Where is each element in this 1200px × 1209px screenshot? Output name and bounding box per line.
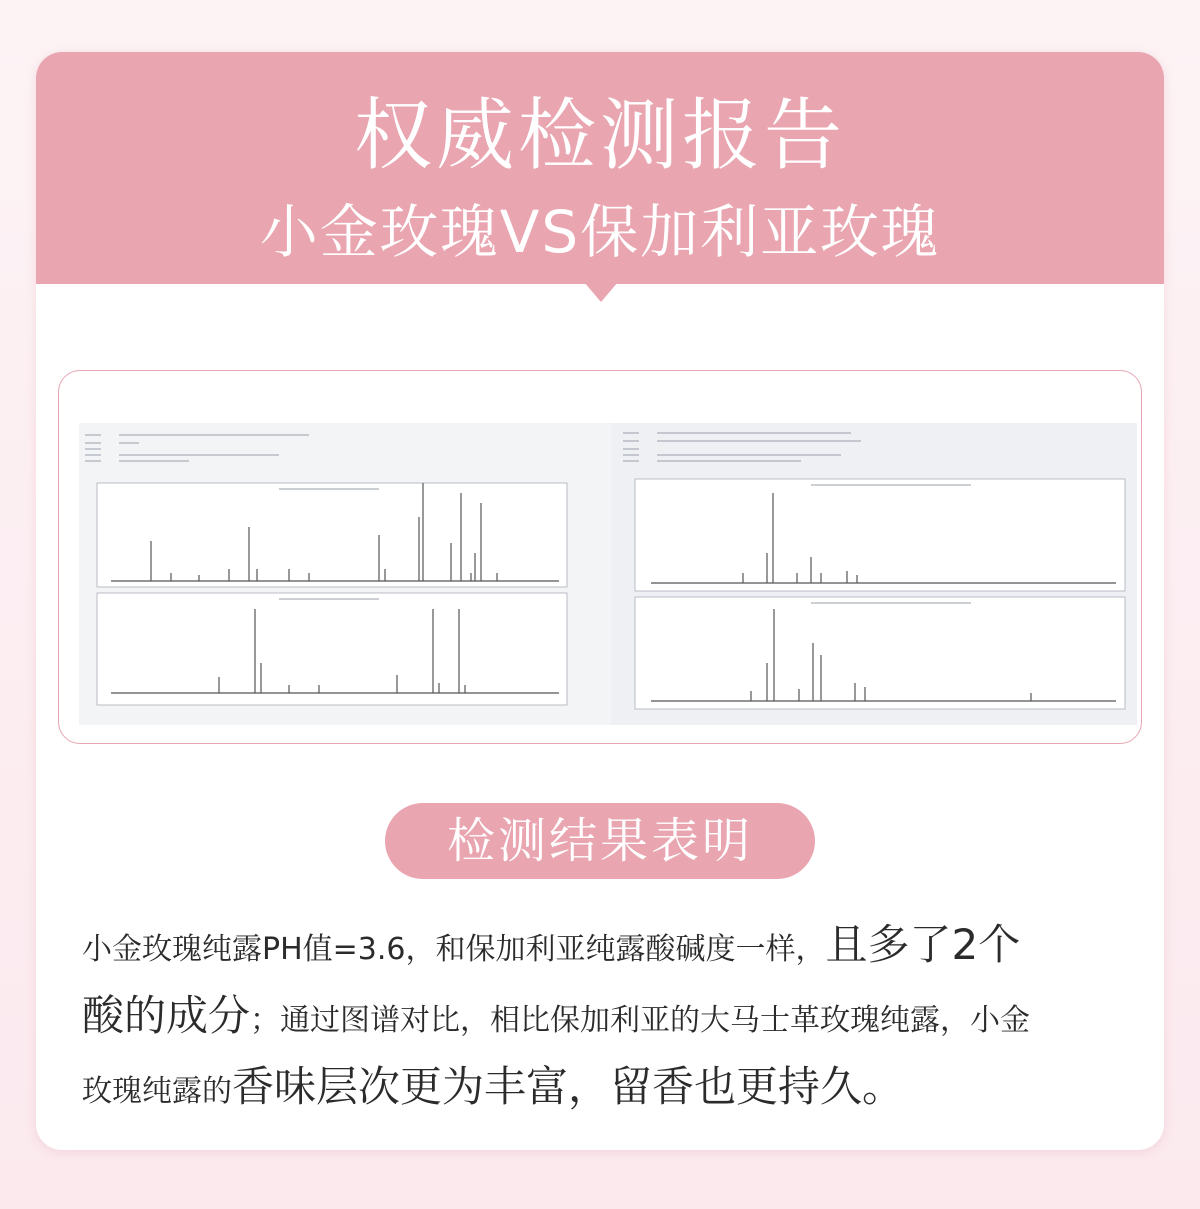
result-description <box>82 914 1122 1127</box>
result-highlight: 且多了2个 <box>825 920 1021 969</box>
result-text: 玫瑰纯露的 <box>82 1074 232 1109</box>
report-image-bulgaria <box>611 423 1137 725</box>
header-banner <box>36 52 1164 284</box>
report-panel <box>58 370 1142 744</box>
chromatogram-bulgaria <box>611 423 1137 725</box>
main-card <box>36 52 1164 1150</box>
page-subtitle: 小金玫瑰VS保加利亚玫瑰 <box>259 198 941 266</box>
result-highlight: 酸的成分 <box>82 991 251 1040</box>
result-line-2 <box>82 985 1122 1056</box>
result-highlight: 香味层次更为丰富，留香也更持久。 <box>232 1062 905 1111</box>
result-badge: 检测结果表明 <box>385 803 815 879</box>
result-text: 小金玫瑰纯露PH值=3.6，和保加利亚纯露酸碱度一样， <box>82 932 826 967</box>
result-line-3 <box>82 1056 1122 1127</box>
page-title: 权威检测报告 <box>353 91 846 181</box>
banner-pointer <box>584 282 618 302</box>
chromatogram-xiaojin <box>79 423 613 725</box>
result-text: ；通过图谱对比，相比保加利亚的大马士革玫瑰纯露，小金 <box>250 1003 1031 1038</box>
report-image-xiaojin <box>79 423 613 725</box>
result-line-1 <box>82 914 1122 985</box>
